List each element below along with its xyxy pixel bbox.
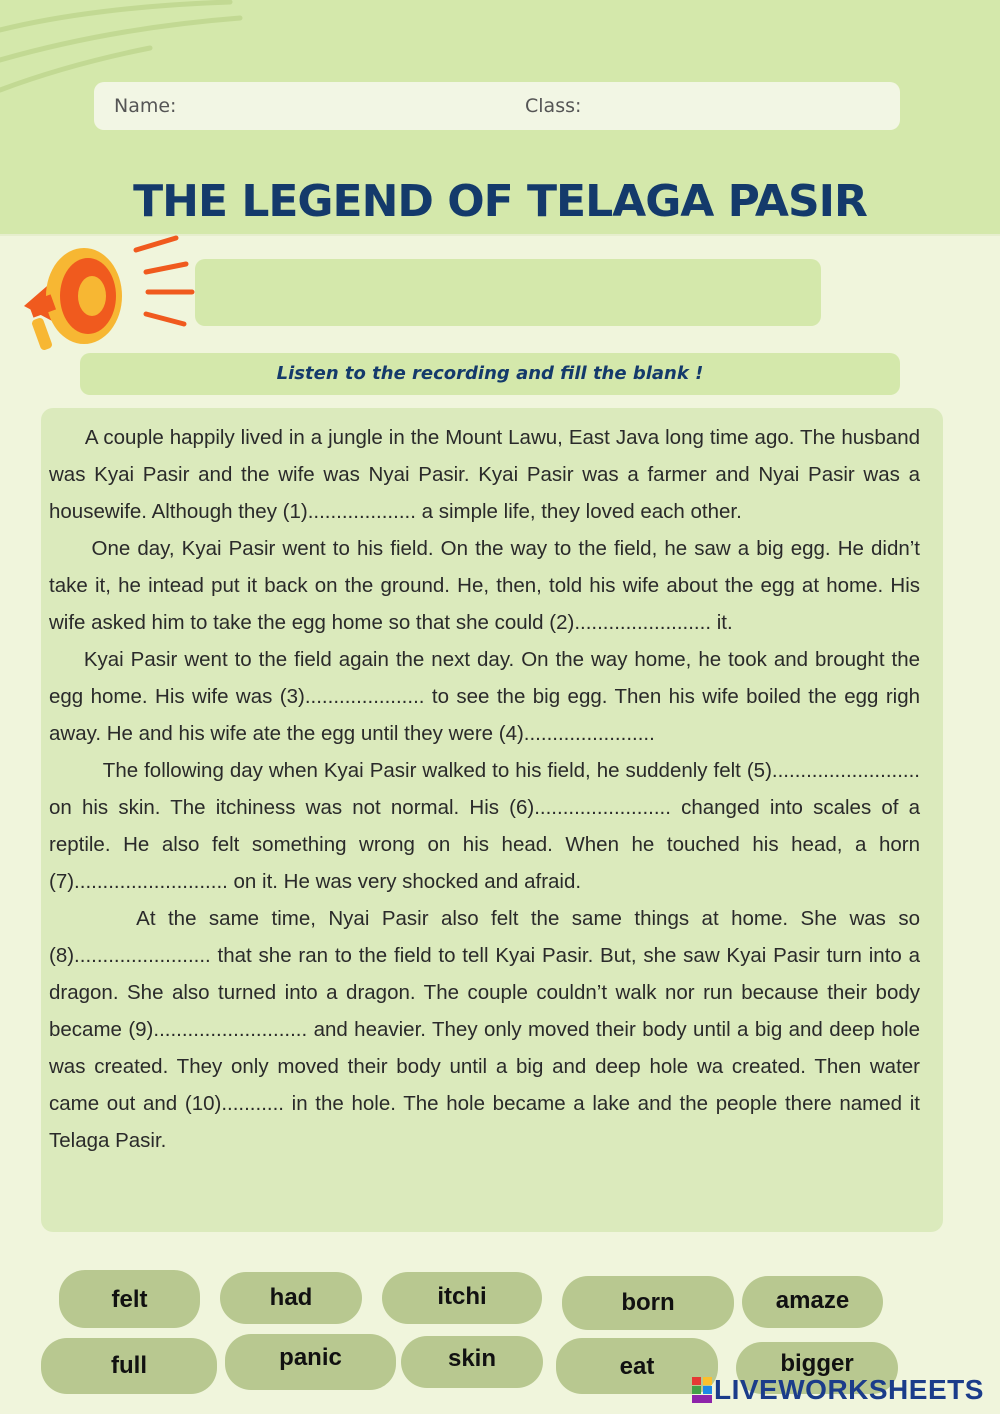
story-paragraph-4: The following day when Kyai Pasir walked to his field, he suddenly felt (5).......................... on his skin. The itchiness was not normal. His (6)........................ changed into scales of a reptile. He also felt something wrong on his head. When he touched his head, a horn (7)........................... on it. He was very shocked and afraid.: [49, 759, 920, 893]
megaphone-icon: [14, 234, 199, 354]
word-chip-had[interactable]: had: [220, 1272, 362, 1324]
page-title: THE LEGEND OF TELAGA PASIR: [133, 176, 867, 227]
story-paragraph-2: One day, Kyai Pasir went to his field. On the way to the field, he saw a big egg. He didn’t take it, he intead put it back on the ground. He, then, told his wife about the egg at home. His wife asked him to take the egg home so that she could (2)........................ it.: [49, 537, 920, 634]
word-chip-felt[interactable]: felt: [59, 1270, 200, 1328]
name-class-bar: [94, 82, 900, 130]
name-label: Name:: [114, 95, 177, 117]
story-paragraph-3: Kyai Pasir went to the field again the next day. On the way home, he took and brought the egg home. His wife was (3)..................... to see the big egg. Then his wife boiled the egg righ away. He and his wife ate the egg until they were (4).......................: [49, 648, 920, 745]
liveworksheets-logo-text: LIVEWORKSHEETS: [714, 1374, 984, 1405]
liveworksheets-logo-icon: [692, 1377, 712, 1403]
liveworksheets-logo: [692, 1374, 984, 1406]
audio-player-box[interactable]: [195, 259, 821, 326]
story-panel: [41, 408, 943, 1232]
word-chip-amaze[interactable]: amaze: [742, 1276, 883, 1328]
story-paragraph-5: At the same time, Nyai Pasir also felt the same things at home. She was so (8)........................ that she ran to the field to tell Kyai Pasir. But, she saw Kyai Pasir turn into a dragon. She also turned into a dragon. The couple couldn’t walk nor run because their body became (9)........................... and heavier. They only moved their body until a big and deep hole was created. They only moved their body until a big and deep hole wa created. Then water came out and (10)........... in the hole. The hole became a lake and the people there named it Telaga Pasir.: [49, 907, 920, 1152]
word-chip-bigger[interactable]: bigger: [736, 1342, 898, 1394]
instruction-banner: Listen to the recording and fill the blank !: [80, 353, 900, 395]
class-label: Class:: [525, 95, 582, 117]
word-chip-born[interactable]: born: [562, 1276, 734, 1330]
story-text: [49, 419, 920, 1159]
word-chip-panic[interactable]: panic: [225, 1334, 396, 1390]
word-chip-eat[interactable]: eat: [556, 1338, 718, 1394]
word-chip-skin[interactable]: skin: [401, 1336, 543, 1388]
word-chip-full[interactable]: full: [41, 1338, 217, 1394]
story-paragraph-1: A couple happily lived in a jungle in the Mount Lawu, East Java long time ago. The husband was Kyai Pasir and the wife was Nyai Pasir. Kyai Pasir was a farmer and Nyai Pasir was a housewife. Although they (1)................... a simple life, they loved each other.: [49, 426, 920, 523]
word-chip-itchi[interactable]: itchi: [382, 1272, 542, 1324]
